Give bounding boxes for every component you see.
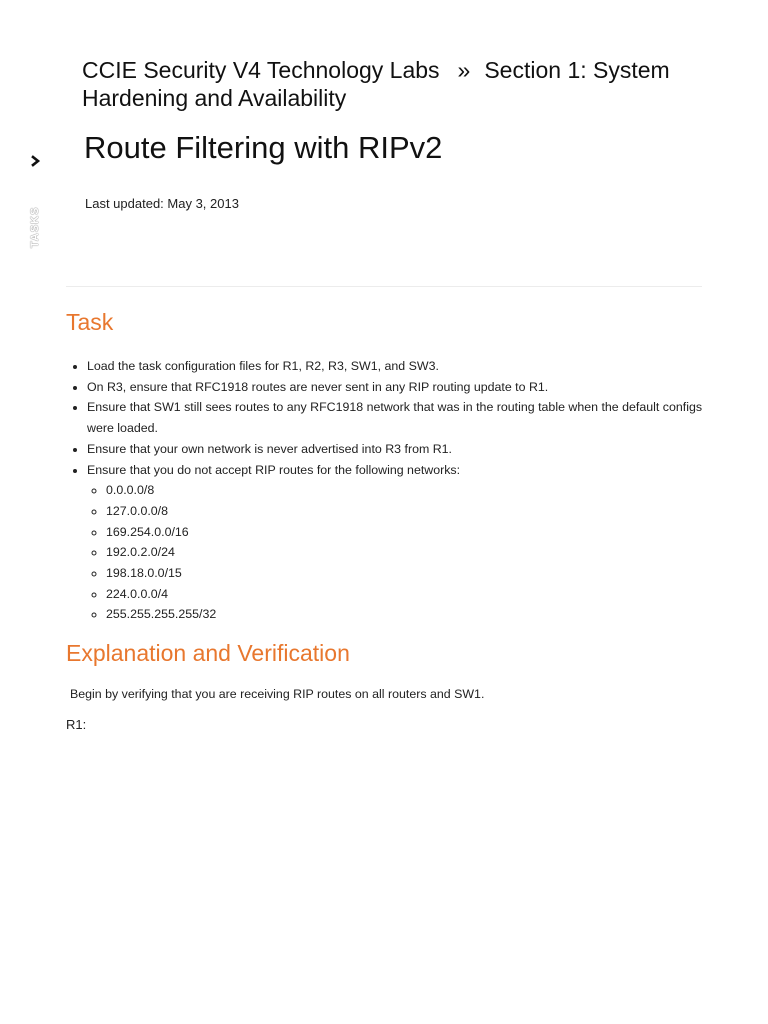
- divider: [66, 286, 702, 287]
- chevron-right-icon: [28, 150, 46, 172]
- sidebar-tasks-tab[interactable]: TASKS: [29, 206, 41, 248]
- task-item-networks: [87, 460, 707, 626]
- network-item: ◦ 0.0.0.0/8: [106, 480, 707, 501]
- task-item: • Ensure that SW1 still sees routes to any RFC1918 network that was in the routing table when the default configs were loaded.: [87, 397, 707, 438]
- network-item: ◦ 224.0.0.0/4: [106, 584, 707, 605]
- network-item: ◦ 255.255.255.255/32: [106, 604, 707, 625]
- task-item: • Load the task configuration files for R1, R2, R3, SW1, and SW3.: [87, 356, 707, 377]
- network-item: ◦ 198.18.0.0/15: [106, 563, 707, 584]
- explanation-heading: Explanation and Verification: [66, 640, 350, 666]
- task-item-text: Ensure that you do not accept RIP routes for the following networks:: [87, 462, 461, 477]
- task-list: [66, 356, 707, 625]
- task-heading: Task: [66, 309, 114, 335]
- sidebar-toggle-button[interactable]: [28, 150, 46, 172]
- breadcrumb-separator: »: [457, 57, 471, 83]
- network-list: [87, 480, 707, 625]
- explanation-intro: Begin by verifying that you are receiving RIP routes on all routers and SW1.: [70, 687, 485, 701]
- breadcrumb: [82, 56, 722, 112]
- network-item: ◦ 169.254.0.0/16: [106, 522, 707, 543]
- device-label: R1:: [66, 717, 87, 732]
- task-item: • On R3, ensure that RFC1918 routes are never sent in any RIP routing update to R1.: [87, 377, 707, 398]
- breadcrumb-current-link[interactable]: Section 1: System Hardening and Availability: [82, 57, 670, 111]
- task-item: • Ensure that your own network is never advertised into R3 from R1.: [87, 439, 707, 460]
- page-title: Route Filtering with RIPv2: [84, 130, 443, 165]
- breadcrumb-parent-link[interactable]: CCIE Security V4 Technology Labs: [82, 57, 440, 83]
- last-updated: Last updated: May 3, 2013: [85, 196, 239, 211]
- network-item: ◦ 127.0.0.0/8: [106, 501, 707, 522]
- network-item: ◦ 192.0.2.0/24: [106, 542, 707, 563]
